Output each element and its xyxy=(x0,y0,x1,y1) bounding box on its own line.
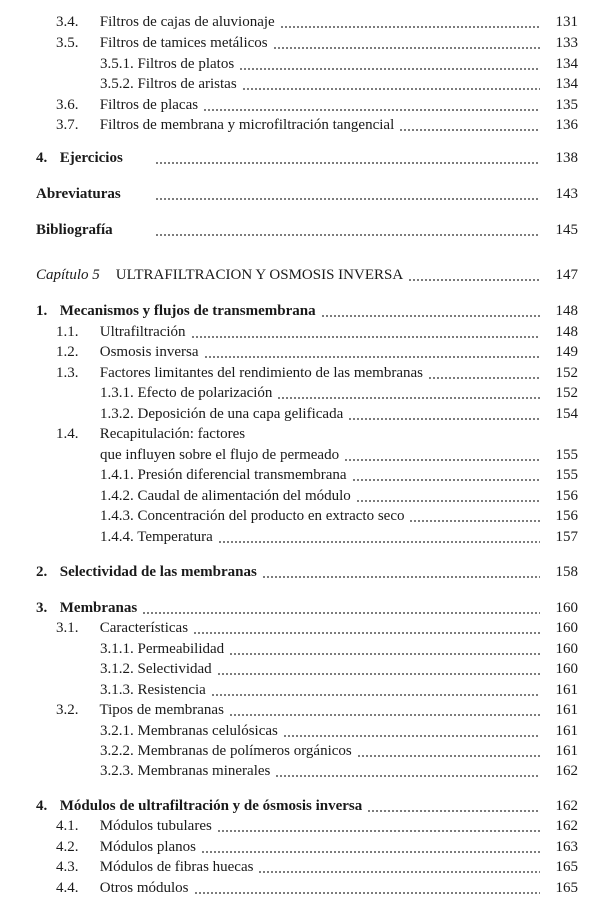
toc-entry-number: 3.5.2. xyxy=(100,76,134,92)
toc-entry-title: Concentración del producto en extracto seco xyxy=(137,508,405,524)
dot-leader xyxy=(155,234,540,236)
toc-entry-page-number: 134 xyxy=(555,76,578,92)
toc-entry-number: 4. xyxy=(36,150,48,166)
toc-entry-page-number: 161 xyxy=(555,702,578,718)
toc-entry[interactable] xyxy=(0,363,600,383)
toc-entry[interactable] xyxy=(0,12,600,32)
toc-entry-page-number: 147 xyxy=(555,267,578,283)
toc-entry-label xyxy=(56,322,189,342)
toc-entry-title: Caudal de alimentación del módulo xyxy=(137,488,351,504)
dot-leader xyxy=(367,810,540,812)
dot-leader xyxy=(399,129,540,131)
dot-leader xyxy=(242,88,540,90)
toc-entry-label xyxy=(36,265,406,285)
toc-entry-page-number: 165 xyxy=(555,859,578,875)
toc-entry-label xyxy=(36,562,260,582)
toc-entry-label xyxy=(56,700,227,720)
toc-entry-page-number: 133 xyxy=(555,35,578,51)
toc-entry-label xyxy=(56,837,199,857)
toc-entry[interactable] xyxy=(0,527,600,547)
toc-entry-number: 2. xyxy=(36,564,48,580)
toc-entry[interactable] xyxy=(0,184,600,204)
toc-entry-title: Tipos de membranas xyxy=(99,702,224,718)
dot-leader xyxy=(352,479,540,481)
toc-entry[interactable] xyxy=(0,115,600,135)
toc-entry[interactable] xyxy=(0,54,600,74)
toc-entry[interactable] xyxy=(0,301,600,321)
toc-entry-page-number: 155 xyxy=(555,467,578,483)
toc-entry-page-number: 155 xyxy=(555,447,578,463)
toc-entry[interactable] xyxy=(0,342,600,362)
toc-entry[interactable] xyxy=(0,265,600,285)
toc-entry-title: Deposición de una capa gelificada xyxy=(137,406,344,422)
toc-entry-number: 1.3. xyxy=(56,365,79,381)
dot-leader xyxy=(218,541,540,543)
toc-entry-title: Características xyxy=(99,620,189,636)
toc-entry-label xyxy=(56,12,278,32)
toc-entry-number: 3.1.1. xyxy=(100,641,134,657)
toc-entry-page-number: 152 xyxy=(555,385,578,401)
toc-entry-page-number: 163 xyxy=(555,839,578,855)
toc-entry-page-number: 135 xyxy=(555,97,578,113)
toc-entry[interactable] xyxy=(0,486,600,506)
toc-entry[interactable] xyxy=(0,465,600,485)
toc-entry[interactable] xyxy=(0,383,600,403)
toc-entry-number: 3.1.2. xyxy=(100,661,134,677)
dot-leader xyxy=(193,632,540,634)
toc-entry-title: que influyen sobre el flujo de permeado xyxy=(100,447,340,463)
toc-entry-number: 3.2.2. xyxy=(100,743,134,759)
toc-entry-label xyxy=(100,506,407,526)
toc-entry[interactable] xyxy=(0,741,600,761)
dot-leader xyxy=(409,520,540,522)
toc-entry[interactable] xyxy=(0,506,600,526)
toc-entry-number: 3.2. xyxy=(56,702,79,718)
toc-entry-title: Filtros de cajas de aluvionaje xyxy=(99,14,275,30)
toc-entry-title: Recapitulación: factores xyxy=(99,426,246,442)
toc-entry-label xyxy=(100,659,215,679)
toc-entry[interactable] xyxy=(0,721,600,741)
toc-entry-page-number: 149 xyxy=(555,344,578,360)
toc-entry-title: Resistencia xyxy=(137,682,206,698)
toc-entry[interactable] xyxy=(0,618,600,638)
toc-entry-title: Osmosis inversa xyxy=(99,344,199,360)
toc-entry-title: Bibliografía xyxy=(36,222,113,238)
toc-entry-number: Capítulo 5 xyxy=(36,267,100,283)
toc-entry-label xyxy=(56,857,256,877)
toc-entry-label xyxy=(56,816,215,836)
toc-entry-number: 1. xyxy=(36,303,48,319)
toc-entry[interactable] xyxy=(0,857,600,877)
toc-entry[interactable] xyxy=(0,148,600,168)
toc-entry[interactable] xyxy=(0,659,600,679)
dot-leader xyxy=(203,109,540,111)
toc-entry-page-number: 158 xyxy=(555,564,578,580)
toc-entry-number: 1.4.4. xyxy=(100,529,134,545)
dot-leader xyxy=(229,714,540,716)
toc-entry-page-number: 138 xyxy=(555,150,578,166)
toc-entry-number: 3.2.3. xyxy=(100,763,134,779)
toc-entry-page-number: 152 xyxy=(555,365,578,381)
dot-leader xyxy=(344,459,540,461)
toc-entry-label xyxy=(56,618,191,638)
toc-entry-label xyxy=(56,363,426,383)
toc-entry-title: Filtros de tamices metálicos xyxy=(99,35,268,51)
toc-entry-title: Módulos de ultrafiltración y de ósmosis inversa xyxy=(59,798,363,814)
toc-entry-number: 4.1. xyxy=(56,818,79,834)
toc-entry-title: Efecto de polarización xyxy=(137,385,273,401)
toc-entry-page-number: 161 xyxy=(555,743,578,759)
toc-entry[interactable] xyxy=(0,33,600,53)
toc-entry-label xyxy=(36,148,126,168)
toc-entry-title: Otros módulos xyxy=(99,880,189,896)
toc-entry-title: Membranas minerales xyxy=(137,763,271,779)
dot-leader xyxy=(211,694,540,696)
toc-entry[interactable] xyxy=(0,761,600,781)
toc-entry-number: 3.4. xyxy=(56,14,79,30)
dot-leader xyxy=(275,775,540,777)
toc-entry-number: 3.1. xyxy=(56,620,79,636)
toc-entry-number: 3.2.1. xyxy=(100,723,134,739)
toc-entry-title: Factores limitantes del rendimiento de las membranas xyxy=(99,365,423,381)
toc-entry-number: 3.6. xyxy=(56,97,79,113)
toc-entry-number: 4.3. xyxy=(56,859,79,875)
toc-entry-title: Abreviaturas xyxy=(36,186,121,202)
toc-entry-title: Ejercicios xyxy=(59,150,123,166)
toc-entry-number: 4.4. xyxy=(56,880,79,896)
toc-entry-label xyxy=(100,404,346,424)
toc-entry-title: Permeabilidad xyxy=(137,641,225,657)
toc-entry-number: 1.1. xyxy=(56,324,79,340)
toc-entry-number: 3. xyxy=(36,600,48,616)
toc-entry[interactable] xyxy=(0,562,600,582)
toc-entry-title: Selectividad de las membranas xyxy=(59,564,257,580)
toc-entry-label xyxy=(36,220,116,240)
dot-leader xyxy=(428,377,540,379)
toc-entry[interactable] xyxy=(0,796,600,816)
dot-leader xyxy=(142,612,540,614)
dot-leader xyxy=(229,653,540,655)
toc-entry-label xyxy=(100,465,350,485)
toc-entry-page-number: 160 xyxy=(555,641,578,657)
toc-entry[interactable] xyxy=(0,598,600,618)
toc-entry-title: Temperatura xyxy=(137,529,213,545)
toc-entry-label xyxy=(100,639,227,659)
dot-leader xyxy=(217,673,540,675)
toc-entry-label xyxy=(100,383,275,403)
toc-entry-label xyxy=(36,184,124,204)
dot-leader xyxy=(348,418,540,420)
toc-entry-label xyxy=(36,598,140,618)
dot-leader xyxy=(204,356,541,358)
dot-leader xyxy=(217,830,540,832)
toc-entry-page-number: 148 xyxy=(555,303,578,319)
toc-entry-page-number: 131 xyxy=(555,14,578,30)
toc-entry[interactable] xyxy=(0,74,600,94)
toc-entry-label xyxy=(100,486,354,506)
toc-entry-page-number: 143 xyxy=(555,186,578,202)
toc-entry-page-number: 156 xyxy=(555,508,578,524)
toc-entry-title: Membranas celulósicas xyxy=(137,723,278,739)
toc-entry-title: Filtros de platos xyxy=(137,56,235,72)
toc-entry-number: 3.1.3. xyxy=(100,682,134,698)
toc-entry-title: Filtros de placas xyxy=(99,97,199,113)
toc-entry-page-number: 165 xyxy=(555,880,578,896)
toc-entry-page-number: 157 xyxy=(555,529,578,545)
toc-entry-page-number: 160 xyxy=(555,620,578,636)
toc-entry-label xyxy=(100,721,281,741)
toc-entry-number: 4.2. xyxy=(56,839,79,855)
toc-entry-title: Módulos tubulares xyxy=(99,818,212,834)
toc-entry-number: 3.5.1. xyxy=(100,56,134,72)
toc-entry-title: Selectividad xyxy=(137,661,212,677)
toc-entry-page-number: 161 xyxy=(555,682,578,698)
dot-leader xyxy=(155,162,540,164)
toc-entry-label xyxy=(100,680,209,700)
dot-leader xyxy=(273,47,540,49)
toc-entry-page-number: 145 xyxy=(555,222,578,238)
toc-entry-label xyxy=(100,54,237,74)
toc-entry[interactable] xyxy=(0,445,600,465)
dot-leader xyxy=(201,851,540,853)
toc-entry-number: 1.2. xyxy=(56,344,79,360)
toc-entry-number: 1.4.1. xyxy=(100,467,134,483)
toc-entry[interactable] xyxy=(0,700,600,720)
dot-leader xyxy=(239,68,540,70)
toc-entry-number: 1.3.1. xyxy=(100,385,134,401)
toc-entry-title: Filtros de membrana y microfiltración tangencial xyxy=(99,117,395,133)
toc-entry[interactable] xyxy=(0,424,600,444)
toc-entry-page-number: 134 xyxy=(555,56,578,72)
toc-entry-label xyxy=(56,424,248,444)
toc-entry-page-number: 162 xyxy=(555,798,578,814)
dot-leader xyxy=(262,576,540,578)
dot-leader xyxy=(321,315,540,317)
toc-entry[interactable] xyxy=(0,639,600,659)
toc-entry[interactable] xyxy=(0,220,600,240)
toc-entry[interactable] xyxy=(0,878,600,898)
toc-entry-page-number: 160 xyxy=(555,661,578,677)
toc-entry-title: Filtros de aristas xyxy=(137,76,237,92)
toc-entry-number: 1.3.2. xyxy=(100,406,134,422)
toc-entry-title: Módulos planos xyxy=(99,839,197,855)
toc-entry-label xyxy=(100,741,355,761)
toc-entry-label xyxy=(100,761,273,781)
toc-entry-number: 1.4. xyxy=(56,426,79,442)
toc-entry-title: Presión diferencial transmembrana xyxy=(137,467,347,483)
toc-entry-label xyxy=(100,74,240,94)
toc-entry-label xyxy=(36,796,365,816)
toc-entry-number: 1.4.2. xyxy=(100,488,134,504)
dot-leader xyxy=(408,279,540,281)
dot-leader xyxy=(277,397,540,399)
toc-entry-label xyxy=(56,342,202,362)
toc-entry-title: Módulos de fibras huecas xyxy=(99,859,254,875)
toc-entry-label xyxy=(56,115,397,135)
toc-entry-label xyxy=(56,33,271,53)
dot-leader xyxy=(194,892,540,894)
toc-entry-number: 4. xyxy=(36,798,48,814)
toc-entry[interactable] xyxy=(0,680,600,700)
dot-leader xyxy=(191,336,540,338)
toc-entry-label xyxy=(36,301,319,321)
toc-entry-title: Membranas de polímeros orgánicos xyxy=(137,743,352,759)
toc-entry-title: Mecanismos y flujos de transmembrana xyxy=(59,303,316,319)
dot-leader xyxy=(357,755,540,757)
toc-entry-page-number: 161 xyxy=(555,723,578,739)
toc-entry-label xyxy=(100,527,216,547)
toc-entry[interactable] xyxy=(0,404,600,424)
dot-leader xyxy=(356,500,540,502)
dot-leader xyxy=(258,871,540,873)
toc-entry-page-number: 136 xyxy=(555,117,578,133)
toc-entry-number: 3.5. xyxy=(56,35,79,51)
toc-entry-number: 1.4.3. xyxy=(100,508,134,524)
toc-entry[interactable] xyxy=(0,837,600,857)
toc-entry[interactable] xyxy=(0,322,600,342)
toc-entry-page-number: 162 xyxy=(555,763,578,779)
toc-entry-number: 3.7. xyxy=(56,117,79,133)
toc-entry-page-number: 148 xyxy=(555,324,578,340)
toc-entry-title: ULTRAFILTRACION Y OSMOSIS INVERSA xyxy=(115,267,404,283)
toc-entry[interactable] xyxy=(0,816,600,836)
toc-entry-title: Ultrafiltración xyxy=(99,324,186,340)
dot-leader xyxy=(155,198,540,200)
toc-entry-page-number: 162 xyxy=(555,818,578,834)
toc-entry-page-number: 154 xyxy=(555,406,578,422)
dot-leader xyxy=(280,26,540,28)
toc-entry-title: Membranas xyxy=(59,600,138,616)
dot-leader xyxy=(283,735,540,737)
toc-entry-page-number: 156 xyxy=(555,488,578,504)
toc-entry[interactable] xyxy=(0,95,600,115)
toc-entry-label xyxy=(100,445,342,465)
toc-entry-label xyxy=(56,95,201,115)
toc-entry-label xyxy=(56,878,192,898)
toc-entry-page-number: 160 xyxy=(555,600,578,616)
